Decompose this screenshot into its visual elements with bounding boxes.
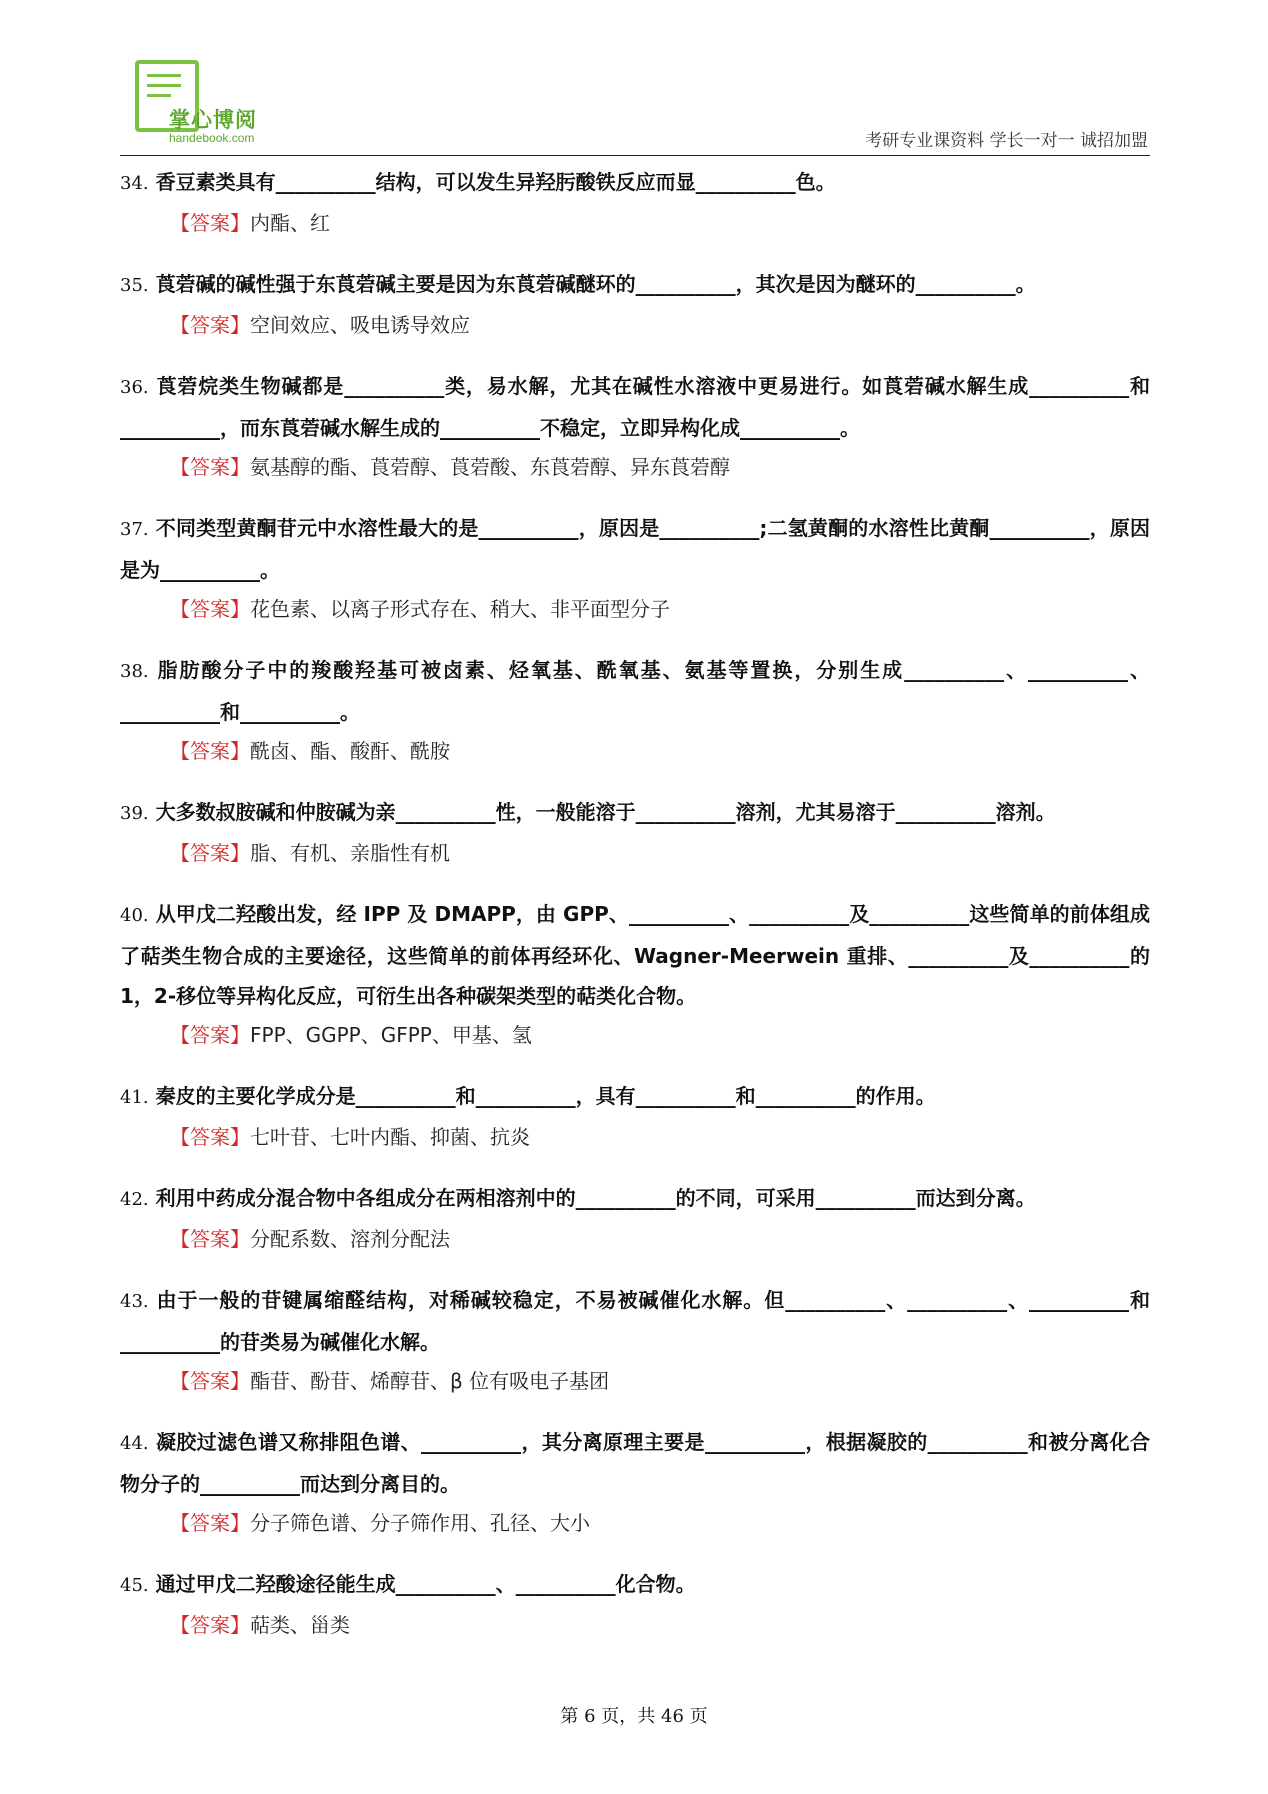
answer-tag: 【答案】 [170, 313, 250, 337]
question-number: 39. [120, 803, 149, 824]
answer-text: 分配系数、溶剂分配法 [250, 1227, 450, 1251]
answer-line [170, 1362, 1150, 1400]
question-42 [120, 1178, 1150, 1220]
answer-text: 酰卤、酯、酸酐、酰胺 [250, 739, 450, 763]
answer-tag: 【答案】 [170, 1023, 250, 1047]
answer-line [170, 1220, 1150, 1258]
question-number: 40. [120, 905, 149, 926]
question-text: 通过甲戊二羟酸途径能生成__________、__________化合物。 [155, 1572, 696, 1596]
answer-text: 萜类、甾类 [250, 1613, 350, 1637]
answer-tag: 【答案】 [170, 1613, 250, 1637]
answer-text: 酯苷、酚苷、烯醇苷、β 位有吸电子基团 [250, 1369, 610, 1393]
header-tagline: 考研专业课资料 学长一对一 诚招加盟 [865, 131, 1148, 151]
answer-line [170, 1504, 1150, 1542]
logo [135, 60, 295, 148]
answer-text: 分子筛色谱、分子筛作用、孔径、大小 [250, 1511, 590, 1535]
question-text: 莨菪烷类生物碱都是__________类，易水解，尤其在碱性水溶液中更易进行。如莨菪碱水解生成__________和__________，而东莨菪碱水解生成的__________不稳定，立即异构化成__________。 [120, 374, 1150, 440]
question-text: 从甲戊二羟酸出发，经 IPP 及 DMAPP，由 GPP、__________、__________及__________这些简单的前体组成了萜类生物合成的主要途径，这些简单的前体再经环化、Wagner-Meerwein 重排、__________及__________的 1，2-移位等异构化反应，可衍生出各种碳架类型的萜类化合物。 [120, 902, 1150, 1008]
answer-tag: 【答案】 [170, 211, 250, 235]
question-text: 利用中药成分混合物中各组成分在两相溶剂中的__________的不同，可采用__________而达到分离。 [155, 1186, 1036, 1210]
question-number: 45. [120, 1575, 149, 1596]
page-number: 第 6 页，共 46 页 [560, 1706, 708, 1727]
answer-line [170, 1016, 1150, 1054]
answer-line [170, 732, 1150, 770]
answer-text: 氨基醇的酯、莨菪醇、莨菪酸、东莨菪醇、异东莨菪醇 [250, 455, 730, 479]
question-45 [120, 1564, 1150, 1606]
question-text: 秦皮的主要化学成分是__________和__________，具有__________和__________的作用。 [155, 1084, 936, 1108]
question-39 [120, 792, 1150, 834]
question-number: 38. [120, 661, 149, 682]
question-number: 34. [120, 173, 149, 194]
question-34 [120, 162, 1150, 204]
answer-tag: 【答案】 [170, 1227, 250, 1251]
header-divider [120, 155, 1150, 156]
question-text: 由于一般的苷键属缩醛结构，对稀碱较稳定，不易被碱催化水解。但__________、__________、__________和__________的苷类易为碱催化水解。 [120, 1288, 1150, 1354]
answer-tag: 【答案】 [170, 455, 250, 479]
question-text: 香豆素类具有__________结构，可以发生异羟肟酸铁反应而显__________色。 [155, 170, 836, 194]
answer-text: 花色素、以离子形式存在、稍大、非平面型分子 [250, 597, 670, 621]
question-number: 42. [120, 1189, 149, 1210]
question-41 [120, 1076, 1150, 1118]
answer-tag: 【答案】 [170, 1369, 250, 1393]
question-text: 不同类型黄酮苷元中水溶性最大的是__________，原因是__________;二氢黄酮的水溶性比黄酮__________，原因是为__________。 [120, 516, 1150, 582]
answer-line [170, 1118, 1150, 1156]
question-36 [120, 366, 1150, 448]
answer-tag: 【答案】 [170, 597, 250, 621]
answer-line [170, 204, 1150, 242]
answer-text: 脂、有机、亲脂性有机 [250, 841, 450, 865]
answer-text: FPP、GGPP、GFPP、甲基、氢 [250, 1023, 532, 1047]
answer-text: 内酯、红 [250, 211, 330, 235]
question-44 [120, 1422, 1150, 1504]
question-text: 凝胶过滤色谱又称排阻色谱、__________，其分离原理主要是__________，根据凝胶的__________和被分离化合物分子的__________而达到分离目的。 [120, 1430, 1151, 1496]
question-35 [120, 264, 1150, 306]
answer-line [170, 448, 1150, 486]
question-text: 脂肪酸分子中的羧酸羟基可被卤素、烃氧基、酰氧基、氨基等置换，分别生成__________、__________、__________和__________。 [120, 658, 1150, 724]
answer-line [170, 1606, 1150, 1644]
answer-tag: 【答案】 [170, 1125, 250, 1149]
answer-text: 七叶苷、七叶内酯、抑菌、抗炎 [250, 1125, 530, 1149]
answer-tag: 【答案】 [170, 841, 250, 865]
answer-line [170, 834, 1150, 872]
question-number: 41. [120, 1087, 149, 1108]
question-number: 44. [120, 1433, 149, 1454]
question-number: 35. [120, 275, 149, 296]
answer-text: 空间效应、吸电诱导效应 [250, 313, 470, 337]
question-40 [120, 894, 1150, 1016]
answer-line [170, 590, 1150, 628]
question-43 [120, 1280, 1150, 1362]
question-37 [120, 508, 1150, 590]
answer-line [170, 306, 1150, 344]
question-number: 36. [120, 377, 149, 398]
question-number: 37. [120, 519, 149, 540]
question-list [120, 162, 1150, 1666]
question-text: 大多数叔胺碱和仲胺碱为亲__________性，一般能溶于__________溶剂，尤其易溶于__________溶剂。 [155, 800, 1056, 824]
answer-tag: 【答案】 [170, 739, 250, 763]
question-number: 43. [120, 1291, 149, 1312]
question-text: 莨菪碱的碱性强于东莨菪碱主要是因为东莨菪碱醚环的__________，其次是因为醚环的__________。 [155, 272, 1036, 296]
logo-url: handebook.com [169, 131, 255, 145]
question-38 [120, 650, 1150, 732]
answer-tag: 【答案】 [170, 1511, 250, 1535]
logo-text: 掌心博阅 [169, 108, 257, 132]
